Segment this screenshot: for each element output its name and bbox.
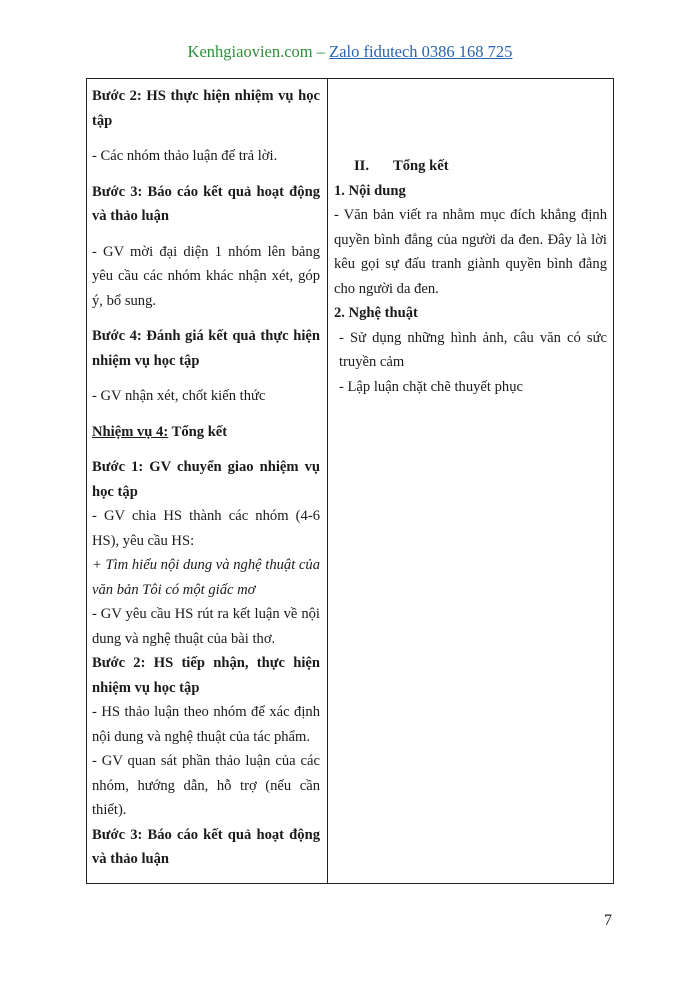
- task4-step2-title: Bước 2: HS tiếp nhận, thực hiện nhiệm vụ học tập: [92, 655, 320, 696]
- step2-text: - Các nhóm thảo luận để trả lời.: [92, 148, 278, 164]
- task4-step2-text1: - HS thảo luận theo nhóm để xác định nội dung và nghệ thuật của tác phẩm.: [92, 704, 320, 745]
- step4-text: - GV nhận xét, chốt kiến thức: [92, 388, 266, 404]
- content-heading: 1. Nội dung: [334, 182, 406, 199]
- step3-text: - GV mời đại diện 1 nhóm lên bảng yêu cầu các nhóm khác nhận xét, góp ý, bổ sung.: [92, 243, 320, 309]
- art-item-2: - Lập luận chặt chẽ thuyết phục: [339, 378, 523, 395]
- lesson-table: [86, 78, 614, 884]
- page-number: 7: [604, 912, 612, 929]
- task4-step1-title: Bước 1: GV chuyển giao nhiệm vụ học tập: [92, 459, 320, 500]
- task4-step1-text3: - GV yêu cầu HS rút ra kết luận về nội dung và nghệ thuật của bài thơ.: [92, 606, 320, 647]
- step4-title: Bước 4: Đánh giá kết quả thực hiện nhiệm vụ học tập: [92, 328, 320, 369]
- task4-heading: [92, 420, 320, 445]
- section-heading: [334, 154, 607, 179]
- step2-title: Bước 2: HS thực hiện nhiệm vụ học tập: [92, 88, 320, 129]
- task4-step3-title: Bước 3: Báo cáo kết quả hoạt động và thảo luận: [92, 826, 320, 867]
- content-text: - Văn bản viết ra nhằm mục đích khẳng định quyền bình đẳng của người da đen. Đây là lời kêu gọi sự đấu tranh giành quyền bình đẳng cho người da đen.: [334, 207, 607, 297]
- task4-step1-text2: + Tìm hiểu nội dung và nghệ thuật của văn bản Tôi có một giấc mơ: [92, 557, 320, 598]
- header-zalo-link[interactable]: Zalo fidutech 0386 168 725: [329, 42, 513, 61]
- section-title: Tổng kết: [393, 158, 449, 174]
- task4-step2-text2: - GV quan sát phần thảo luận của các nhóm, hướng dẫn, hỗ trợ (nếu cần thiết).: [92, 753, 320, 818]
- activity-column: [87, 79, 328, 884]
- header-site-link[interactable]: Kenhgiaovien.com: [187, 42, 313, 61]
- art-heading: 2. Nghệ thuật: [334, 305, 418, 321]
- task4-step1-text1: - GV chia HS thành các nhóm (4-6 HS), yêu cầu HS:: [92, 508, 320, 549]
- header-separator: –: [312, 42, 330, 61]
- page-header: [0, 42, 700, 62]
- art-item-1: - Sử dụng những hình ảnh, câu văn có sức truyền cảm: [339, 329, 607, 370]
- task4-title: Tổng kết: [168, 423, 228, 440]
- task4-label: Nhiệm vụ 4:: [92, 423, 169, 440]
- step3-title: Bước 3: Báo cáo kết quả hoạt động và thảo luận: [92, 183, 320, 224]
- product-column: [328, 79, 614, 884]
- section-number: II.: [354, 158, 370, 174]
